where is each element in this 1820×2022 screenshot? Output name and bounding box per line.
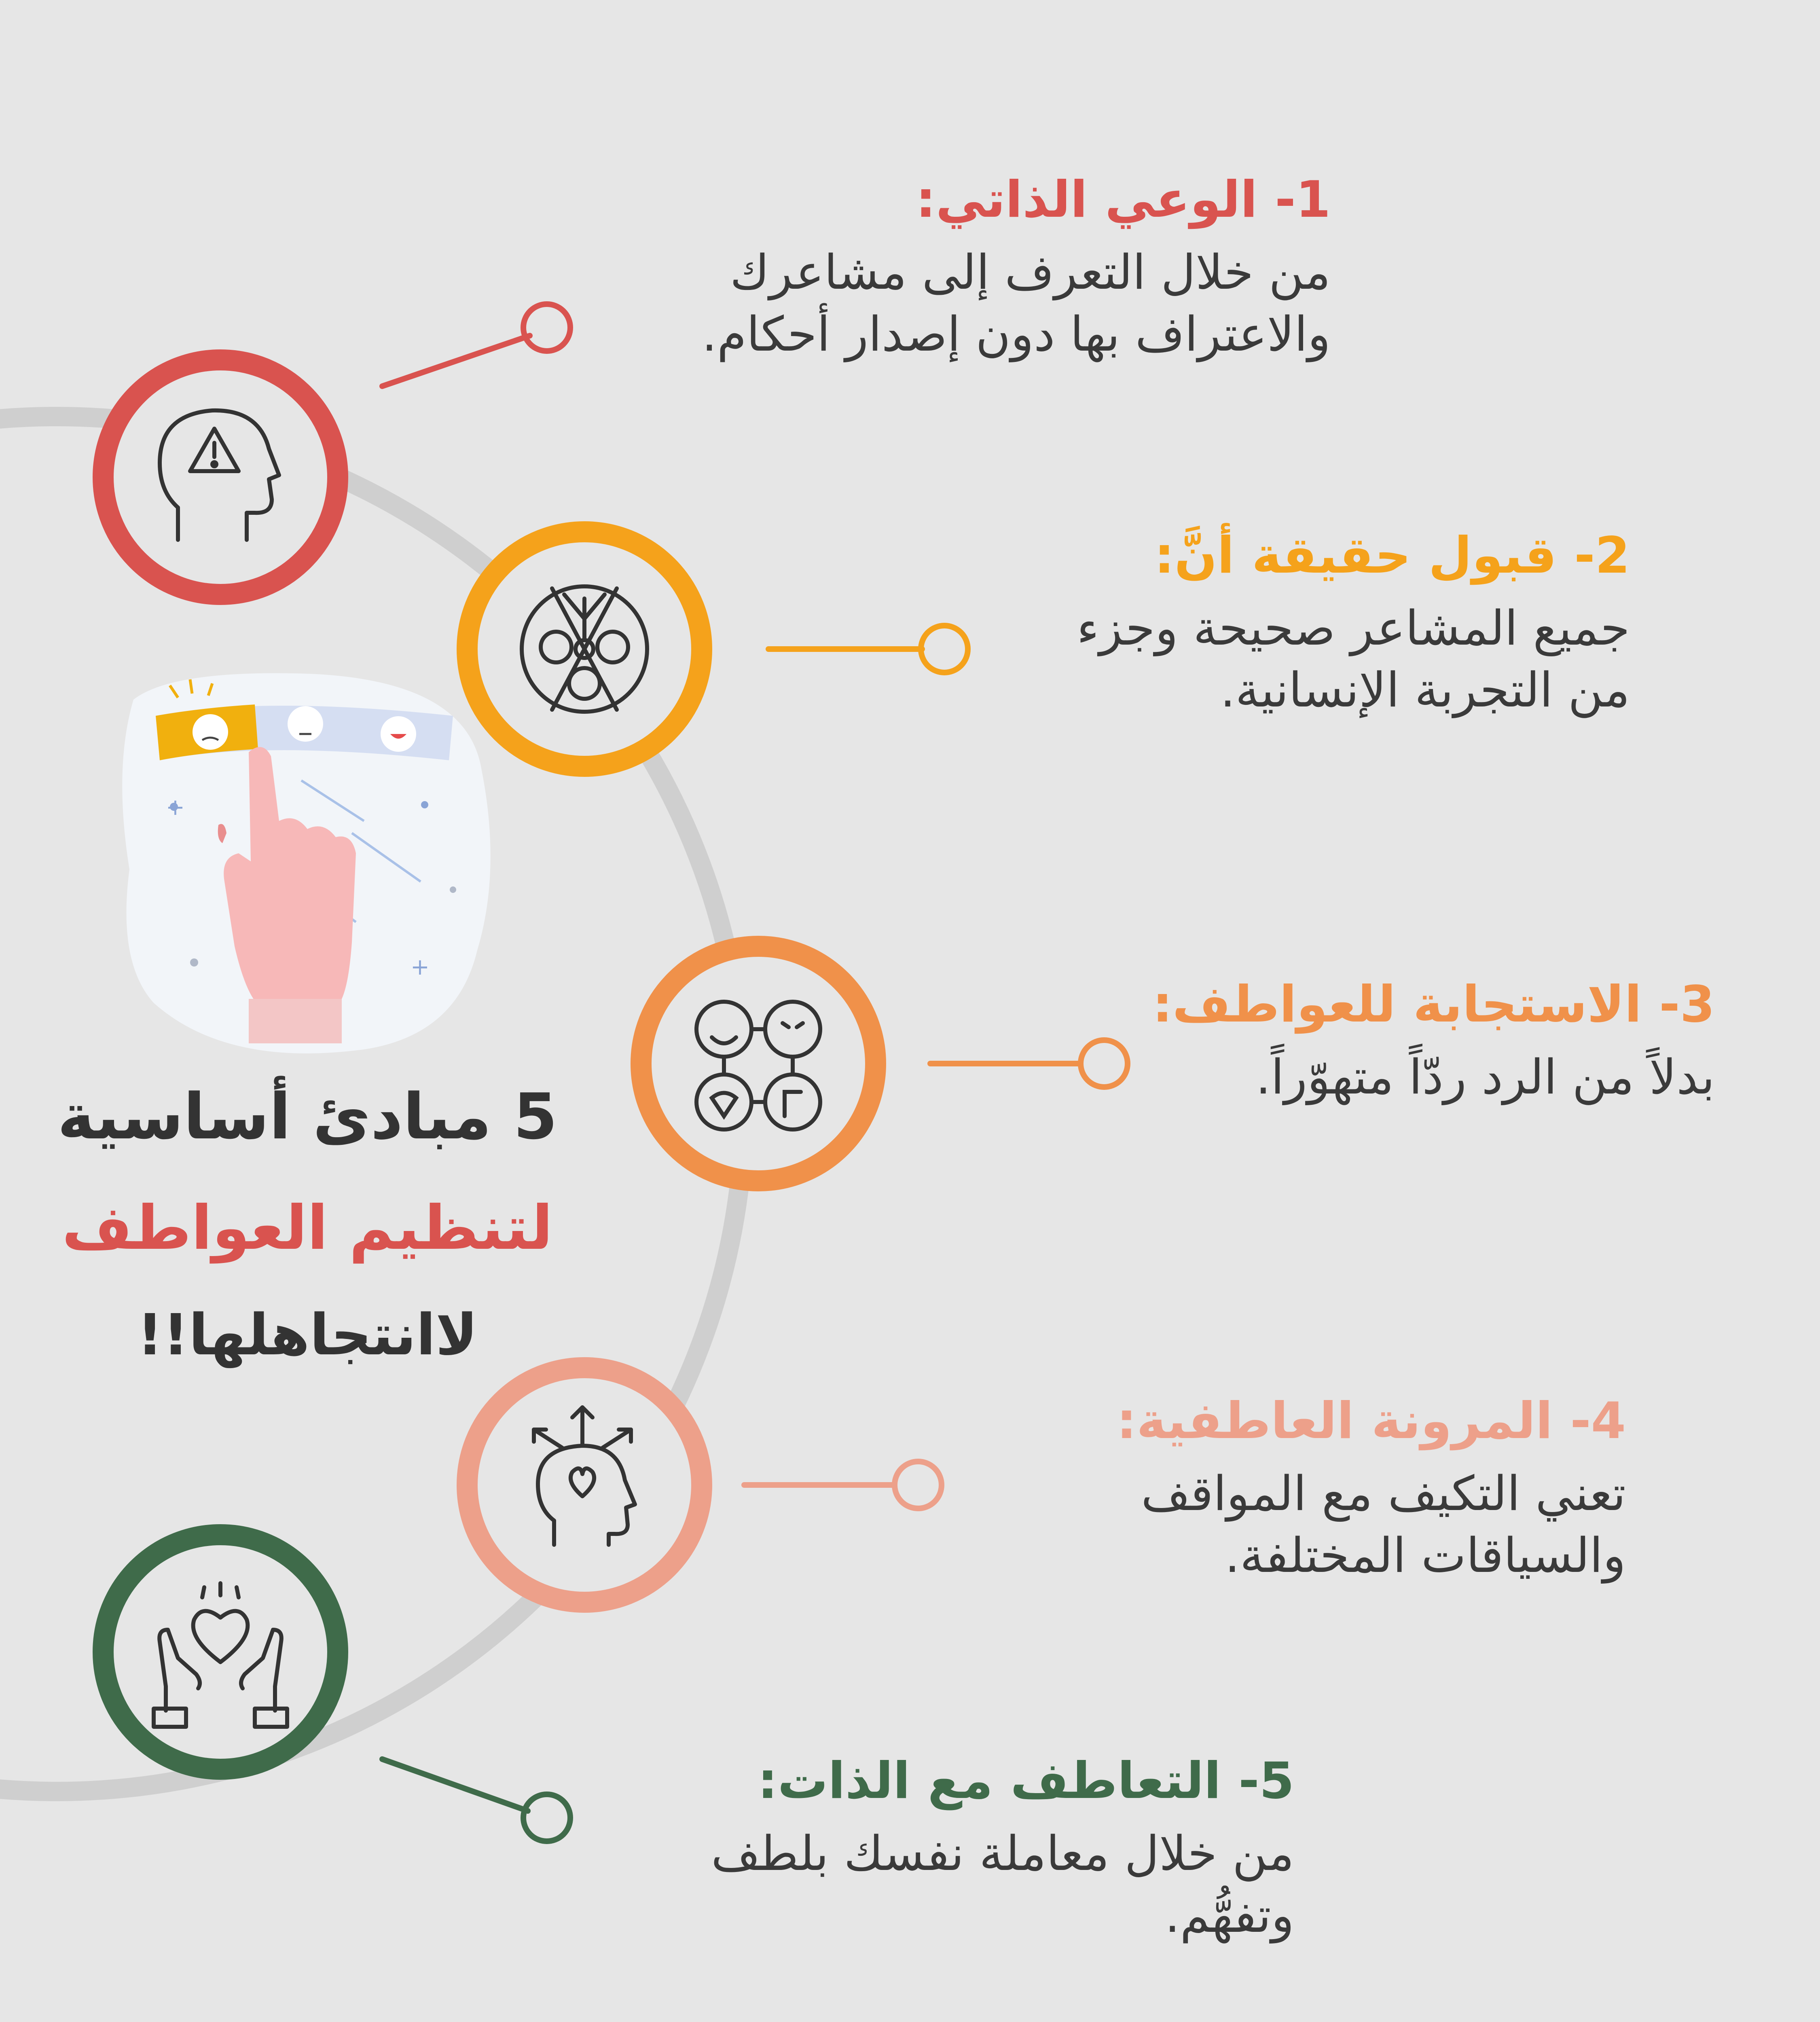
headline-line-3: لاانتجاهلها!! bbox=[137, 1302, 478, 1368]
principle-5-body: من خلال معاملة نفسك بلطف وتفهُّم. bbox=[711, 1825, 1294, 1944]
connector-2 bbox=[768, 626, 968, 673]
principle-2-title: 2- قبول حقيقة أنَّ: bbox=[1154, 527, 1630, 585]
principle-2 bbox=[1019, 526, 1630, 721]
connector-5 bbox=[382, 1759, 570, 1841]
headline-line-2: لتنظيم العواطف bbox=[62, 1193, 553, 1263]
headline-line-1: 5 مبادئ أساسية bbox=[57, 1080, 558, 1153]
svg-text:+: + bbox=[166, 794, 185, 821]
principle-5 bbox=[607, 1751, 1294, 1947]
connector-1 bbox=[382, 304, 570, 386]
principle-1-title: 1- الوعي الذاتي: bbox=[916, 171, 1331, 229]
principle-5-title: 5- التعاطف مع الذات: bbox=[758, 1752, 1294, 1810]
emotion-scale-illustration bbox=[122, 673, 491, 1053]
principle-2-body: جميع المشاعر صحيحة وجزء من التجربة الإنسانية. bbox=[1077, 600, 1630, 718]
principle-3 bbox=[1152, 975, 1715, 1108]
icon-circle-5 bbox=[103, 1535, 338, 1769]
principle-4-body: تعني التكيف مع المواقف والسياقات المختلفة. bbox=[1141, 1465, 1626, 1584]
principle-3-body: بدلاً من الرد ردّاً متهوّراً. bbox=[1255, 1049, 1715, 1105]
svg-text:+: + bbox=[411, 954, 430, 980]
icon-circle-4 bbox=[467, 1368, 702, 1602]
principle-1 bbox=[607, 170, 1331, 366]
icon-circle-3 bbox=[641, 946, 876, 1181]
icon-circle-1 bbox=[103, 360, 338, 594]
principle-4 bbox=[971, 1391, 1626, 1587]
principle-4-title: 4- المرونة العاطفية: bbox=[1116, 1392, 1626, 1450]
connector-4 bbox=[744, 1462, 942, 1508]
connector-3 bbox=[930, 1040, 1128, 1087]
principle-1-body: من خلال التعرف إلى مشاعرك والاعتراف بها دون إصدار أحكام. bbox=[702, 244, 1331, 362]
principle-3-title: 3- الاستجابة للعواطف: bbox=[1152, 975, 1715, 1034]
